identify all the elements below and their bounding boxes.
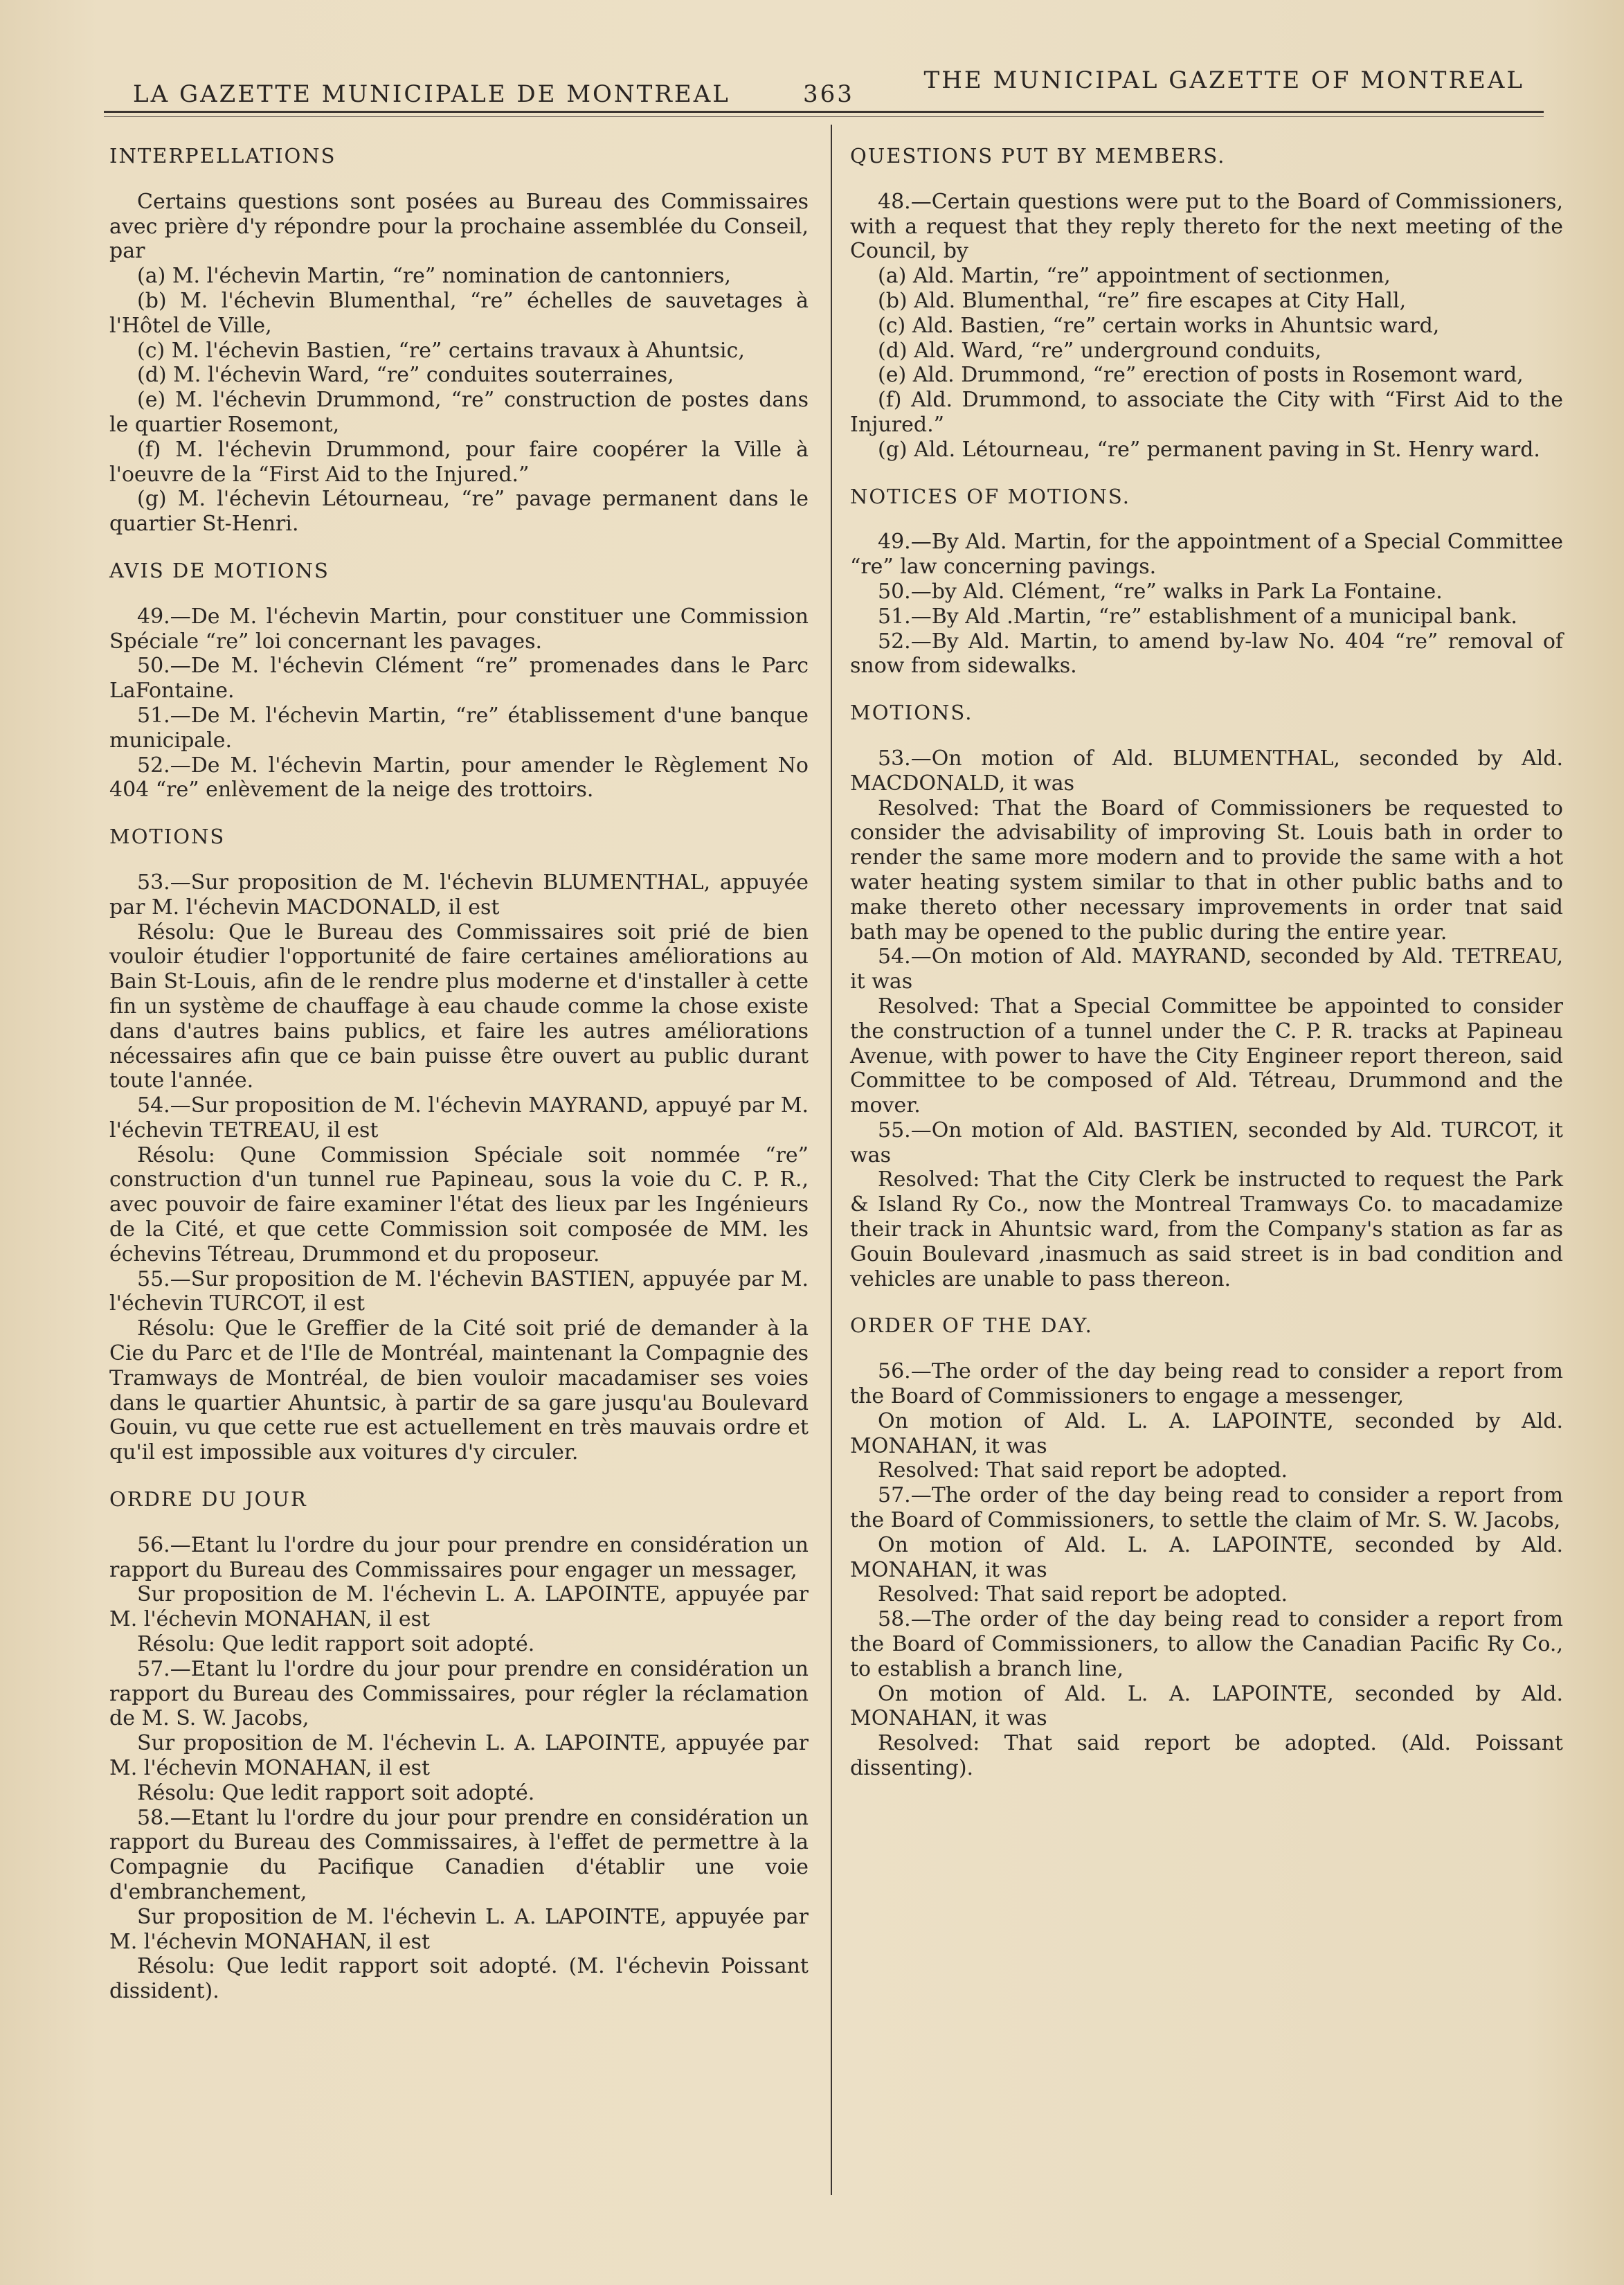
notice-item: 49.—De M. l'échevin Martin, pour constituer une Commission Spéciale “re” loi concernant les pavages. <box>109 604 809 654</box>
notice-item: 50.—by Ald. Clément, “re” walks in Park La Fontaine. <box>878 579 1443 604</box>
proposal-text: Sur proposition de M. l'échevin L. A. LAPOINTE, appuyée par M. l'échevin MONAHAN, il est <box>109 1904 809 1954</box>
proposal-text: Sur proposition de M. l'échevin L. A. LAPOINTE, appuyée par M. l'échevin MONAHAN, il est <box>109 1582 809 1632</box>
section-heading: ORDRE DU JOUR <box>109 1487 307 1512</box>
question-item: (e) M. l'échevin Drummond, “re” construction de postes dans le quartier Rosemont, <box>109 388 809 437</box>
notice-item: 52.—De M. l'échevin Martin, pour amender le Règlement No 404 “re” enlèvement de la neige des trottoirs. <box>109 753 809 803</box>
notice-item: 49.—By Ald. Martin, for the appointment of a Special Committee “re” law concerning pavings. <box>850 530 1563 580</box>
proposal-text: On motion of Ald. L. A. LAPOINTE, seconded by Ald. MONAHAN, it was <box>850 1681 1563 1731</box>
resolution-text: Résolu: Que ledit rapport soit adopté. <box>137 1632 535 1657</box>
question-item: (g) Ald. Létourneau, “re” permanent paving in St. Henry ward. <box>878 437 1540 462</box>
resolution-text: Résolu: Qune Commission Spéciale soit nommée “re” construction d'un tunnel rue Papineau, sous la voie du C. P. R., avec pouvoir de faire examiner l'état des lieux par les Ingénieurs de la Cité, et que cette Commission soit composée de MM. les échevins Tétreau, Drummond et du proposeur. <box>109 1142 809 1266</box>
question-item: (a) Ald. Martin, “re” appointment of sectionmen, <box>878 264 1391 289</box>
section-heading: NOTICES OF MOTIONS. <box>850 484 1130 508</box>
section-heading: MOTIONS <box>109 825 226 849</box>
question-item: (c) Ald. Bastien, “re” certain works in Ahuntsic ward, <box>878 313 1440 338</box>
resolution-text: Resolved: That said report be adopted. <box>878 1582 1288 1607</box>
question-item: (g) M. l'échevin Létourneau, “re” pavage permanent dans le quartier St-Henri. <box>109 487 809 537</box>
motion-item: 54.—On motion of Ald. MAYRAND, seconded by Ald. TETREAU, it was <box>850 944 1563 994</box>
section-heading: QUESTIONS PUT BY MEMBERS. <box>850 144 1226 168</box>
order-item: 58.—Etant lu l'ordre du jour pour prendre en considération un rapport du Bureau des Commissaires, à l'effet de permettre à la Compagnie du Pacifique Canadien d'établir une voie d'embranchement, <box>109 1805 809 1904</box>
section-heading: INTERPELLATIONS <box>109 144 336 168</box>
section-heading: MOTIONS. <box>850 701 973 725</box>
paragraph: Certains questions sont posées au Bureau des Commissaires avec prière d'y répondre pour la prochaine assemblée du Conseil, par <box>109 189 809 264</box>
question-item: (b) M. l'échevin Blumenthal, “re” échelles de sauvetages à l'Hôtel de Ville, <box>109 288 809 338</box>
question-item: (d) Ald. Ward, “re” underground conduits, <box>878 338 1321 363</box>
order-item: 57.—The order of the day being read to consider a report from the Board of Commissioners, to settle the claim of Mr. S. W. Jacobs, <box>850 1483 1563 1533</box>
header-rule-thin <box>104 116 1544 117</box>
french-column <box>109 138 809 2004</box>
notice-item: 51.—De M. l'échevin Martin, “re” établissement d'une banque municipale. <box>109 703 809 753</box>
order-item: 57.—Etant lu l'ordre du jour pour prendre en considération un rapport du Bureau des Commissaires, pour régler la réclamation de M. S. W. Jacobs, <box>109 1656 809 1731</box>
resolution-text: Resolved: That the Board of Commissioners be requested to consider the advisability of improving St. Louis bath in order to render the same more modern and to provide the same with a hot water heating system similar to that in other public baths and to make thereto other necessary improvements in order tnat said bath may be opened to the public during the entire year. <box>850 796 1563 944</box>
page-number: 363 <box>803 80 854 108</box>
resolution-text: Resolved: That the City Clerk be instructed to request the Park & Island Ry Co., now the Montreal Tramways Co. to macadamize their track in Ahuntsic ward, from the Company's station as far as Gouin Boulevard ,inasmuch as said street is in bad condition and vehicles are unable to pass thereon. <box>850 1167 1563 1291</box>
question-item: (c) M. l'échevin Bastien, “re” certains travaux à Ahuntsic, <box>137 338 745 363</box>
notice-item: 51.—By Ald .Martin, “re” establishment of a municipal bank. <box>878 604 1517 629</box>
order-item: 56.—Etant lu l'ordre du jour pour prendre en considération un rapport du Bureau des Commissaires pour engager un messager, <box>109 1532 809 1582</box>
resolution-text: Resolved: That said report be adopted. (Ald. Poissant dissenting). <box>850 1731 1563 1781</box>
resolution-text: Résolu: Que le Bureau des Commissaires soit prié de bien vouloir étudier l'opportunité de faire certaines améliorations au Bain St-Louis, afin de le rendre plus moderne et d'installer à cette fin un système de chauffage à eau chaude comme la chose existe dans d'autres bains publics, et faire les autres améliorations nécessaires afin que ce bain puisse être ouvert au public durant toute l'année. <box>109 920 809 1093</box>
resolution-text: Résolu: Que le Greffier de la Cité soit prié de demander à la Cie du Parc et de l'Ile de Montréal, maintenant la Compagnie des Tramways de Montréal, de bien vouloir macadamiser ses voies dans le quartier Ahuntsic, à partir de sa gare jusqu'au Boulevard Gouin, vu que cette rue est actuellement en très mauvais ordre et qu'il est impossible aux voitures d'y circuler. <box>109 1316 809 1465</box>
header-title-french: LA GAZETTE MUNICIPALE DE MONTREAL <box>133 80 730 108</box>
english-column <box>850 138 1563 1781</box>
proposal-text: On motion of Ald. L. A. LAPOINTE, seconded by Ald. MONAHAN, it was <box>850 1532 1563 1582</box>
resolution-text: Resolved: That said report be adopted. <box>878 1458 1288 1483</box>
motion-item: 53.—Sur proposition de M. l'échevin BLUMENTHAL, appuyée par M. l'échevin MACDONALD, il est <box>109 870 809 920</box>
motion-item: 53.—On motion of Ald. BLUMENTHAL, seconded by Ald. MACDONALD, it was <box>850 746 1563 796</box>
order-item: 58.—The order of the day being read to consider a report from the Board of Commissioners, to allow the Canadian Pacific Ry Co., to establish a branch line, <box>850 1607 1563 1681</box>
motion-item: 55.—Sur proposition de M. l'échevin BASTIEN, appuyée par M. l'échevin TURCOT, il est <box>109 1266 809 1316</box>
paragraph: 48.—Certain questions were put to the Board of Commissioners, with a request that they reply thereto for the next meeting of the Council, by <box>850 189 1563 264</box>
question-item: (b) Ald. Blumenthal, “re” fire escapes at City Hall, <box>878 288 1407 313</box>
page-header <box>104 66 1530 115</box>
notice-item: 50.—De M. l'échevin Clément “re” promenades dans le Parc LaFontaine. <box>109 654 809 704</box>
proposal-text: On motion of Ald. L. A. LAPOINTE, seconded by Ald. MONAHAN, it was <box>850 1408 1563 1458</box>
question-item: (f) M. l'échevin Drummond, pour faire coopérer la Ville à l'oeuvre de la “First Aid to the Injured.” <box>109 437 809 487</box>
motion-item: 54.—Sur proposition de M. l'échevin MAYRAND, appuyé par M. l'échevin TETREAU, il est <box>109 1093 809 1142</box>
section-heading: ORDER OF THE DAY. <box>850 1314 1093 1338</box>
header-rule <box>104 111 1544 113</box>
question-item: (a) M. l'échevin Martin, “re” nomination de cantonniers, <box>137 264 731 289</box>
column-divider <box>831 125 832 2195</box>
notice-item: 52.—By Ald. Martin, to amend by-law No. 404 “re” removal of snow from sidewalks. <box>850 629 1563 679</box>
question-item: (e) Ald. Drummond, “re” erection of posts in Rosemont ward, <box>878 363 1524 388</box>
section-heading: AVIS DE MOTIONS <box>109 558 330 582</box>
resolution-text: Résolu: Que ledit rapport soit adopté. <box>137 1780 535 1805</box>
proposal-text: Sur proposition de M. l'échevin L. A. LAPOINTE, appuyée par M. l'échevin MONAHAN, il est <box>109 1731 809 1781</box>
motion-item: 55.—On motion of Ald. BASTIEN, seconded by Ald. TURCOT, it was <box>850 1118 1563 1167</box>
order-item: 56.—The order of the day being read to consider a report from the Board of Commissioners to engage a messenger, <box>850 1359 1563 1409</box>
question-item: (d) M. l'échevin Ward, “re” conduites souterraines, <box>137 363 674 388</box>
question-item: (f) Ald. Drummond, to associate the City with “First Aid to the Injured.” <box>850 388 1563 437</box>
resolution-text: Résolu: Que ledit rapport soit adopté. (M. l'échevin Poissant dissident). <box>109 1954 809 2004</box>
header-title-english: THE MUNICIPAL GAZETTE OF MONTREAL <box>923 66 1524 94</box>
resolution-text: Resolved: That a Special Committee be appointed to consider the construction of a tunnel under the C. P. R. tracks at Papineau Avenue, with power to have the City Engineer report thereon, said Committee to be composed of Ald. Tétreau, Drummond and the mover. <box>850 994 1563 1118</box>
